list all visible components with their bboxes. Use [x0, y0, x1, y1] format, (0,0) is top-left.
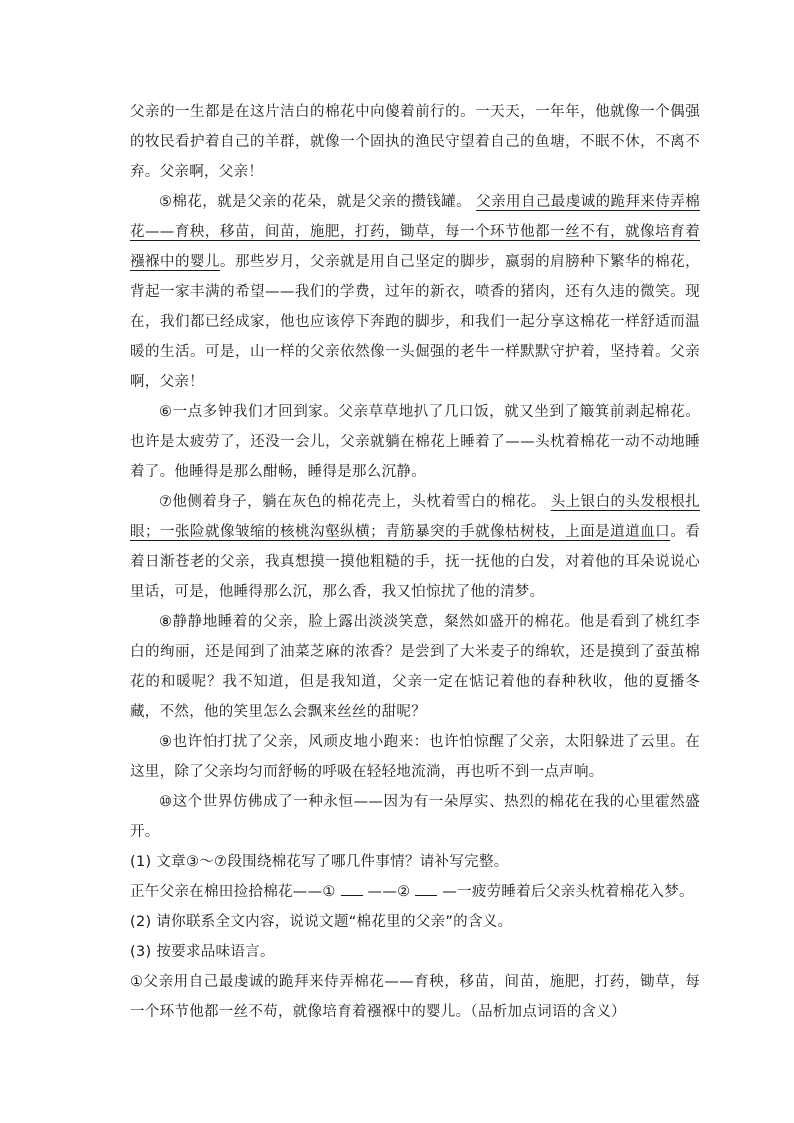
question-1: (1) 文章③～⑦段围绕棉花写了哪几件事情？请补写完整。 — [130, 854, 509, 870]
question-1-fill-line — [130, 877, 700, 907]
text-body — [130, 97, 700, 1027]
answer-blank-1[interactable] — [341, 881, 363, 896]
paragraph-7-start: ⑦他侧着身子，躺在灰色的棉花壳上，头枕着雪白的棉花。 — [159, 494, 551, 510]
question-1-part-b: ——② — [362, 884, 416, 900]
paragraph-5-underlined-sentence: 父亲用自己最虔诚的跪拜来侍弄棉花——育秧，移苗，间苗，施肥，打药，锄草，每一个环节他都一丝不有，就像培育着襁褓中的婴儿 — [130, 194, 700, 270]
paragraph-5 — [130, 187, 700, 397]
question-1-part-c: —一疲劳睡着后父亲头枕着棉花入梦。 — [437, 884, 694, 900]
paragraph-7-underlined-sentence: 头上银白的头发根根扎眼；一张险就像皱缩的核桃沟壑纵横；青筋暴突的手就像枯树枝，上面是道道血口 — [130, 494, 700, 540]
question-1-part-a: 正午父亲在棉田捡拾棉花——① — [130, 884, 341, 900]
paragraph-7-rest: 。看着日渐苍老的父亲，我真想摸一摸他粗糙的手，抚一抚他的白发，对着他的耳朵说说心里话，可是，他睡得那么沉，那么香，我又怕惊扰了他的清梦。 — [130, 524, 700, 600]
paragraph-father-life: 父亲的一生都是在这片洁白的棉花中向傻着前行的。一天天，一年年，他就像一个偶强的牧民看护着自己的羊群，就像一个固执的渔民守望着自己的鱼塘，不眠不休，不离不弃。父亲啊，父亲！ — [130, 104, 700, 180]
paragraph-8: ⑧静静地睡着的父亲，脸上露出淡淡笑意，粲然如盛开的棉花。他是看到了桃红李白的绚丽，还是闻到了油菜芝麻的浓香？是尝到了大米麦子的绵软，还是摸到了蚕茧棉花的和暖呢？我不知道，但是我知道，父亲一定在惦记着他的春种秋收，他的夏播冬藏，不然，他的笑里怎么会飘来丝丝的甜呢？ — [130, 614, 700, 720]
paragraph-5-start: ⑤棉花，就是父亲的花朵，就是父亲的攒钱罐。 — [159, 194, 477, 210]
paragraph-10: ⑩这个世界仿佛成了一种永恒——因为有一朵厚实、热烈的棉花在我的心里霍然盛开。 — [130, 794, 700, 840]
question-3: (3) 按要求品味语言。 — [130, 944, 275, 960]
paragraph-9: ⑨也许怕打扰了父亲，风顽皮地小跑来：也许怕惊醒了父亲，太阳躲进了云里。在这里，除了父亲均匀而舒畅的呼吸在轻轻地流淌，再也听不到一点声响。 — [130, 734, 700, 780]
paragraph-7 — [130, 487, 700, 607]
question-3-item-1: ①父亲用自己最虔诚的跪拜来侍弄棉花——育秧，移苗，间苗，施肥，打药，锄草，每一个环节他都一丝不苟，就像培育着襁褓中的婴儿。（品析加点词语的含义） — [130, 974, 700, 1020]
question-2: (2) 请你联系全文内容，说说文题“棉花里的父亲”的含义。 — [130, 914, 513, 930]
paragraph-5-rest: 。那些岁月，父亲就是用自己坚定的脚步，嬴弱的肩膀种下繁华的棉花，背起一家丰满的希望——我们的学费，过年的新衣，喷香的猪肉，还有久违的微笑。现在，我们都已经成家，他也应该停下奔跑的脚步，和我们一起分享这棉花一样舒适而温暖的生活。可是，山一样的父亲依然像一头倔强的老牛一样默默守护着，坚持着。父亲啊，父亲！ — [130, 254, 700, 390]
paragraph-6: ⑥一点多钟我们才回到家。父亲草草地扒了几口饭，就又坐到了簸箕前剥起棉花。也许是太疲劳了，还没一会儿，父亲就躺在棉花上睡着了——头枕着棉花一动不动地睡着了。他睡得是那么酣畅，睡得是那么沉静。 — [130, 404, 700, 480]
answer-blank-2[interactable] — [415, 881, 437, 896]
